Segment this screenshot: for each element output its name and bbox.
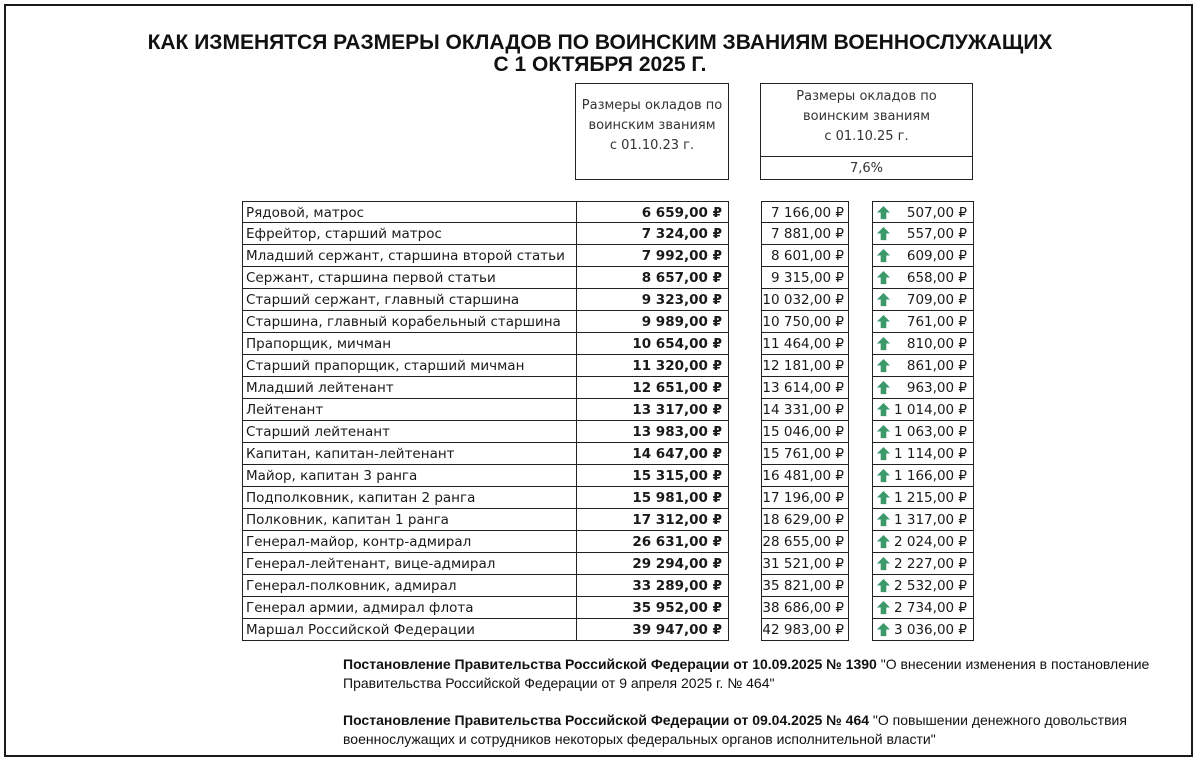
old-salary-cell: 8 657,00 ₽	[576, 267, 729, 289]
up-arrow-icon	[876, 622, 891, 637]
up-arrow-icon	[876, 380, 891, 395]
table-row	[242, 465, 974, 487]
decree-note-title: Постановление Правительства Российской Федерации от 10.09.2025 № 1390	[343, 656, 877, 672]
increase-value: 709,00 ₽	[906, 292, 967, 308]
new-salary-cell: 15 046,00 ₽	[761, 421, 849, 443]
up-arrow-icon	[876, 226, 891, 241]
up-arrow-icon	[876, 468, 891, 483]
increase-cell	[872, 201, 974, 223]
table-row	[242, 399, 974, 421]
table-row	[242, 619, 974, 641]
up-arrow-icon	[876, 578, 891, 593]
old-salary-cell: 10 654,00 ₽	[576, 333, 729, 355]
table-row	[242, 223, 974, 245]
increase-cell	[872, 267, 974, 289]
new-salary-cell: 35 821,00 ₽	[761, 575, 849, 597]
decree-note-text: "О повышении денежного довольствия военнослужащих и сотрудников некоторых федеральных органов исполнительной власти"	[343, 712, 1127, 747]
rank-cell: Старший лейтенант	[242, 421, 576, 443]
rank-cell: Генерал-лейтенант, вице-адмирал	[242, 553, 576, 575]
header-new-salary	[760, 83, 973, 180]
rank-cell: Рядовой, матрос	[242, 201, 576, 223]
table-row	[242, 421, 974, 443]
new-salary-cell: 14 331,00 ₽	[761, 399, 849, 421]
up-arrow-icon	[876, 205, 891, 220]
old-salary-cell: 7 992,00 ₽	[576, 245, 729, 267]
old-salary-cell: 29 294,00 ₽	[576, 553, 729, 575]
up-arrow-icon	[876, 512, 891, 527]
up-arrow-icon	[876, 600, 891, 615]
table-row	[242, 311, 974, 333]
increase-value: 2 227,00 ₽	[894, 556, 967, 572]
rank-cell: Сержант, старшина первой статьи	[242, 267, 576, 289]
new-salary-cell: 28 655,00 ₽	[761, 531, 849, 553]
increase-value: 658,00 ₽	[906, 270, 967, 286]
table-row	[242, 443, 974, 465]
old-salary-cell: 9 989,00 ₽	[576, 311, 729, 333]
increase-cell	[872, 245, 974, 267]
increase-cell	[872, 553, 974, 575]
increase-value: 810,00 ₽	[906, 336, 967, 352]
increase-cell	[872, 597, 974, 619]
decree-note-text: "О внесении изменения в постановление Правительства Российской Федерации от 9 апреля 2025 г. № 464"	[343, 656, 1150, 691]
rank-cell: Младший сержант, старшина второй статьи	[242, 245, 576, 267]
old-salary-cell: 7 324,00 ₽	[576, 223, 729, 245]
header-new-line: Размеры окладов по	[796, 89, 937, 104]
increase-cell	[872, 531, 974, 553]
new-salary-cell: 31 521,00 ₽	[761, 553, 849, 575]
increase-cell	[872, 333, 974, 355]
increase-value: 1 014,00 ₽	[894, 402, 967, 418]
new-salary-cell: 8 601,00 ₽	[761, 245, 849, 267]
new-salary-cell: 17 196,00 ₽	[761, 487, 849, 509]
increase-value: 557,00 ₽	[906, 226, 967, 242]
new-salary-cell: 38 686,00 ₽	[761, 597, 849, 619]
increase-cell	[872, 487, 974, 509]
header-old-line: Размеры окладов по	[581, 98, 723, 113]
increase-cell	[872, 355, 974, 377]
increase-value: 1 114,00 ₽	[894, 446, 967, 462]
increase-value: 1 063,00 ₽	[894, 424, 967, 440]
new-salary-cell: 10 750,00 ₽	[761, 311, 849, 333]
old-salary-cell: 6 659,00 ₽	[576, 201, 729, 223]
up-arrow-icon	[876, 292, 891, 307]
increase-cell	[872, 421, 974, 443]
table-row	[242, 201, 974, 223]
increase-value: 609,00 ₽	[906, 248, 967, 264]
rank-cell: Генерал армии, адмирал флота	[242, 597, 576, 619]
new-salary-cell: 10 032,00 ₽	[761, 289, 849, 311]
new-salary-cell: 7 881,00 ₽	[761, 223, 849, 245]
decree-note-title: Постановление Правительства Российской Федерации от 09.04.2025 № 464	[343, 712, 870, 728]
new-salary-cell: 9 315,00 ₽	[761, 267, 849, 289]
increase-value: 507,00 ₽	[906, 205, 967, 221]
rank-cell: Лейтенант	[242, 399, 576, 421]
salary-table	[242, 201, 974, 642]
old-salary-cell: 13 317,00 ₽	[576, 399, 729, 421]
table-row	[242, 355, 974, 377]
increase-value: 3 036,00 ₽	[894, 622, 967, 638]
increase-cell	[872, 443, 974, 465]
up-arrow-icon	[876, 424, 891, 439]
up-arrow-icon	[876, 314, 891, 329]
rank-cell: Майор, капитан 3 ранга	[242, 465, 576, 487]
up-arrow-icon	[876, 402, 891, 417]
rank-cell: Старший сержант, главный старшина	[242, 289, 576, 311]
old-salary-cell: 17 312,00 ₽	[576, 509, 729, 531]
new-salary-cell: 11 464,00 ₽	[761, 333, 849, 355]
increase-cell	[872, 619, 974, 641]
rank-cell: Маршал Российской Федерации	[242, 619, 576, 641]
increase-percent: 7,6%	[761, 156, 972, 181]
new-salary-cell: 42 983,00 ₽	[761, 619, 849, 641]
rank-cell: Прапорщик, мичман	[242, 333, 576, 355]
table-row	[242, 267, 974, 289]
up-arrow-icon	[876, 270, 891, 285]
rank-cell: Генерал-полковник, адмирал	[242, 575, 576, 597]
rank-cell: Младший лейтенант	[242, 377, 576, 399]
increase-value: 1 215,00 ₽	[894, 490, 967, 506]
up-arrow-icon	[876, 248, 891, 263]
rank-cell: Старшина, главный корабельный старшина	[242, 311, 576, 333]
table-row	[242, 509, 974, 531]
increase-cell	[872, 575, 974, 597]
increase-value: 2 024,00 ₽	[894, 534, 967, 550]
table-row	[242, 531, 974, 553]
table-row	[242, 245, 974, 267]
new-salary-cell: 15 761,00 ₽	[761, 443, 849, 465]
header-new-line: воинским званиям	[802, 109, 931, 124]
new-salary-cell: 18 629,00 ₽	[761, 509, 849, 531]
decree-note-2	[343, 711, 1163, 749]
rank-cell: Подполковник, капитан 2 ранга	[242, 487, 576, 509]
increase-cell	[872, 311, 974, 333]
header-old-salary	[575, 83, 729, 180]
old-salary-cell: 15 981,00 ₽	[576, 487, 729, 509]
up-arrow-icon	[876, 490, 891, 505]
increase-value: 2 532,00 ₽	[894, 578, 967, 594]
increase-cell	[872, 509, 974, 531]
new-salary-cell: 12 181,00 ₽	[761, 355, 849, 377]
increase-value: 963,00 ₽	[906, 380, 967, 396]
up-arrow-icon	[876, 446, 891, 461]
table-row	[242, 289, 974, 311]
table-row	[242, 487, 974, 509]
old-salary-cell: 26 631,00 ₽	[576, 531, 729, 553]
increase-value: 761,00 ₽	[906, 314, 967, 330]
old-salary-cell: 33 289,00 ₽	[576, 575, 729, 597]
increase-value: 1 317,00 ₽	[894, 512, 967, 528]
page-title	[0, 32, 1200, 76]
up-arrow-icon	[876, 556, 891, 571]
increase-value: 2 734,00 ₽	[894, 600, 967, 616]
header-old-line: с 01.10.23 г.	[609, 138, 695, 153]
new-salary-cell: 16 481,00 ₽	[761, 465, 849, 487]
title-line-2: С 1 ОКТЯБРЯ 2025 Г.	[493, 53, 707, 76]
old-salary-cell: 14 647,00 ₽	[576, 443, 729, 465]
old-salary-cell: 35 952,00 ₽	[576, 597, 729, 619]
old-salary-cell: 11 320,00 ₽	[576, 355, 729, 377]
header-old-line: воинским званиям	[588, 118, 716, 133]
new-salary-cell: 7 166,00 ₽	[761, 201, 849, 223]
decree-note-1	[343, 655, 1163, 693]
increase-cell	[872, 223, 974, 245]
old-salary-cell: 13 983,00 ₽	[576, 421, 729, 443]
up-arrow-icon	[876, 358, 891, 373]
rank-cell: Генерал-майор, контр-адмирал	[242, 531, 576, 553]
old-salary-cell: 12 651,00 ₽	[576, 377, 729, 399]
table-row	[242, 553, 974, 575]
title-line-1: КАК ИЗМЕНЯТСЯ РАЗМЕРЫ ОКЛАДОВ ПО ВОИНСКИМ ЗВАНИЯМ ВОЕННОСЛУЖАЩИХ	[147, 31, 1053, 54]
increase-cell	[872, 399, 974, 421]
table-row	[242, 575, 974, 597]
rank-cell: Капитан, капитан-лейтенант	[242, 443, 576, 465]
increase-value: 861,00 ₽	[906, 358, 967, 374]
rank-cell: Ефрейтор, старший матрос	[242, 223, 576, 245]
old-salary-cell: 9 323,00 ₽	[576, 289, 729, 311]
table-row	[242, 597, 974, 619]
new-salary-cell: 13 614,00 ₽	[761, 377, 849, 399]
old-salary-cell: 39 947,00 ₽	[576, 619, 729, 641]
increase-cell	[872, 465, 974, 487]
rank-cell: Старший прапорщик, старший мичман	[242, 355, 576, 377]
increase-cell	[872, 289, 974, 311]
up-arrow-icon	[876, 534, 891, 549]
old-salary-cell: 15 315,00 ₽	[576, 465, 729, 487]
table-row	[242, 333, 974, 355]
increase-cell	[872, 377, 974, 399]
table-row	[242, 377, 974, 399]
up-arrow-icon	[876, 336, 891, 351]
rank-cell: Полковник, капитан 1 ранга	[242, 509, 576, 531]
header-new-line: с 01.10.25 г.	[824, 129, 909, 144]
increase-value: 1 166,00 ₽	[894, 468, 967, 484]
